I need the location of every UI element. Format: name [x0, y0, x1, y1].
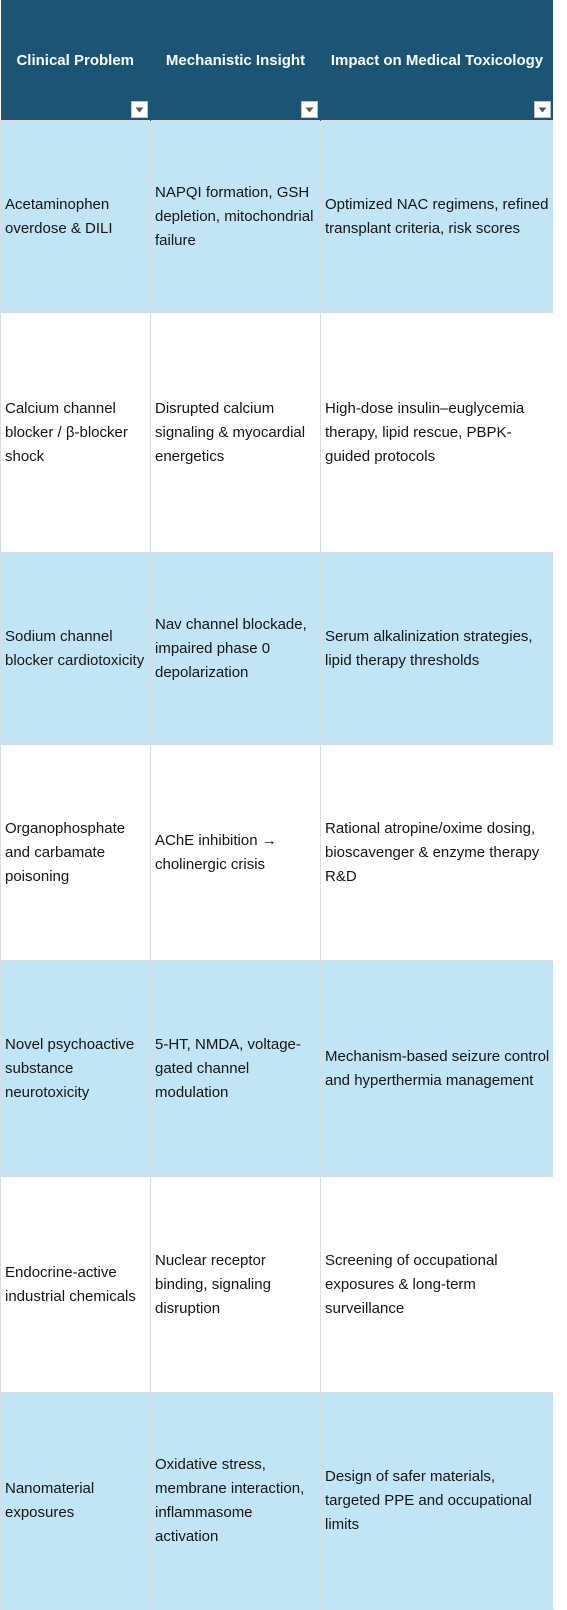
dropdown-arrow-icon	[135, 107, 144, 113]
cell-mechanistic-insight[interactable]: AChE inhibition → cholinergic crisis	[151, 745, 321, 961]
cell-clinical-problem[interactable]: Acetaminophen overdose & DILI	[1, 121, 151, 313]
dropdown-arrow-icon	[305, 107, 314, 113]
cell-clinical-problem[interactable]: Endocrine-active industrial chemicals	[1, 1177, 151, 1393]
header-label: Impact on Medical Toxicology	[330, 52, 544, 69]
cell-mechanistic-insight[interactable]: 5-HT, NMDA, voltage-gated channel modulation	[151, 961, 321, 1177]
cell-clinical-problem[interactable]: Organophosphate and carbamate poisoning	[1, 745, 151, 961]
cell-impact[interactable]: Optimized NAC regimens, refined transplant criteria, risk scores	[321, 121, 554, 313]
cell-clinical-problem[interactable]: Novel psychoactive substance neurotoxicity	[1, 961, 151, 1177]
header-label: Mechanistic Insight	[165, 52, 306, 69]
dropdown-arrow-icon	[538, 107, 547, 113]
filter-dropdown-button[interactable]	[534, 101, 551, 118]
cell-mechanistic-insight[interactable]: Nuclear receptor binding, signaling disruption	[151, 1177, 321, 1393]
table-row	[1, 313, 554, 553]
filter-dropdown-button[interactable]	[301, 101, 318, 118]
header-label: Clinical Problem	[16, 52, 135, 69]
cell-impact[interactable]: Rational atropine/oxime dosing, bioscavenger & enzyme therapy R&D	[321, 745, 554, 961]
header-mechanistic-insight[interactable]	[151, 0, 321, 121]
cell-mechanistic-insight[interactable]: Nav channel blockade, impaired phase 0 depolarization	[151, 553, 321, 745]
sheet-margin	[553, 0, 567, 1609]
cell-impact[interactable]: Serum alkalinization strategies, lipid therapy thresholds	[321, 553, 554, 745]
table-row	[1, 121, 554, 313]
cell-mechanistic-insight[interactable]: Oxidative stress, membrane interaction, inflammasome activation	[151, 1393, 321, 1610]
cell-impact[interactable]: Mechanism-based seizure control and hyperthermia management	[321, 961, 554, 1177]
filter-dropdown-button[interactable]	[131, 101, 148, 118]
table-row	[1, 745, 554, 961]
cell-impact[interactable]: Screening of occupational exposures & long-term surveillance	[321, 1177, 554, 1393]
header-impact[interactable]	[321, 0, 554, 121]
table-row	[1, 553, 554, 745]
cell-clinical-problem[interactable]: Calcium channel blocker / β-blocker shock	[1, 313, 151, 553]
table-row	[1, 961, 554, 1177]
table-header	[1, 0, 554, 121]
cell-impact[interactable]: High-dose insulin–euglycemia therapy, lipid rescue, PBPK-guided protocols	[321, 313, 554, 553]
table-row	[1, 1393, 554, 1610]
header-row	[1, 0, 554, 121]
cell-clinical-problem[interactable]: Nanomaterial exposures	[1, 1393, 151, 1610]
cell-mechanistic-insight[interactable]: Disrupted calcium signaling & myocardial energetics	[151, 313, 321, 553]
cell-clinical-problem[interactable]: Sodium channel blocker cardiotoxicity	[1, 553, 151, 745]
cell-impact[interactable]: Design of safer materials, targeted PPE and occupational limits	[321, 1393, 554, 1610]
header-clinical-problem[interactable]	[1, 0, 151, 121]
cell-mechanistic-insight[interactable]: NAPQI formation, GSH depletion, mitochondrial failure	[151, 121, 321, 313]
table-row	[1, 1177, 554, 1393]
table-body	[1, 121, 554, 1610]
